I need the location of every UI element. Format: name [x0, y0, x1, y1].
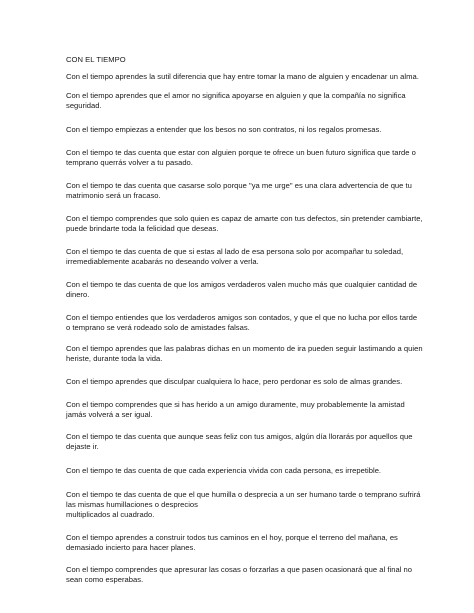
paragraph-line: Con el tiempo te das cuenta de que los amigos verdaderos valen mucho más que cualquier cantidad de	[66, 280, 418, 289]
paragraph-line: Con el tiempo entiendes que los verdaderos amigos son contados, y que el que no lucha por ellos tarde	[66, 313, 418, 322]
document-body	[66, 72, 423, 585]
paragraph-line: Con el tiempo te das cuenta que aunque seas feliz con tus amigos, algún día llorarás por aquellos que	[66, 432, 413, 441]
paragraph-line: puede brindarte toda la felicidad que deseas.	[66, 224, 219, 233]
paragraph	[66, 344, 423, 364]
paragraph-line: heriste, durante toda la vida.	[66, 354, 163, 363]
paragraph	[66, 280, 418, 300]
paragraph-line: o temprano se verá rodeado solo de amistades falsas.	[66, 323, 250, 332]
paragraph	[66, 466, 411, 476]
paragraph-line: Con el tiempo te das cuenta que estar con alguien porque te ofrece un buen futuro significa que tarde o	[66, 148, 416, 157]
paragraph-line: Con el tiempo comprendes que apresurar las cosas o forzarlas a que pasen ocasionará que al final no	[66, 565, 413, 574]
paragraph	[66, 214, 423, 234]
document-page	[66, 55, 423, 585]
paragraph-line: Con el tiempo aprendes la sutil diferencia que hay entre tomar la mano de alguien y encadenar un alma.	[66, 72, 419, 81]
paragraph-line: Con el tiempo aprendes a construir todos tus caminos en el hoy, porque el terreno del mañana, es	[66, 533, 398, 542]
paragraph	[66, 377, 411, 387]
paragraph-line: Con el tiempo comprendes que solo quien es capaz de amarte con tus defectos, sin pretender cambiarte,	[66, 214, 423, 223]
paragraph-line: matrimonio será un fracaso.	[66, 191, 161, 200]
paragraph-line: Con el tiempo te das cuenta de que si estas al lado de esa persona solo por acompañar tu soledad,	[66, 247, 404, 256]
paragraph	[66, 72, 419, 82]
paragraph	[66, 565, 411, 585]
paragraph	[66, 313, 418, 333]
paragraph-line: Con el tiempo comprendes que si has herido a un amigo duramente, muy probablemente la amistad	[66, 400, 405, 409]
paragraph-line: multiplicados al cuadrado.	[66, 510, 155, 519]
paragraph	[66, 91, 411, 111]
paragraph-line: irremediablemente acabarás no deseando volver a verla.	[66, 257, 259, 266]
document-title: CON EL TIEMPO	[66, 55, 126, 64]
paragraph	[66, 432, 411, 452]
paragraph	[66, 247, 411, 267]
paragraph	[66, 148, 416, 168]
paragraph-line: dejaste ir.	[66, 442, 99, 451]
paragraph-line: demasiado incierto para hacer planes.	[66, 543, 196, 552]
paragraph	[66, 533, 411, 553]
paragraph-line: seguridad.	[66, 101, 102, 110]
paragraph-line: las mismas humillaciones o desprecios	[66, 500, 198, 509]
paragraph-line: Con el tiempo empiezas a entender que los besos no son contratos, ni los regalos promesas.	[66, 125, 382, 134]
paragraph-line: jamás volverá a ser igual.	[66, 410, 153, 419]
paragraph	[66, 181, 411, 201]
paragraph-line: temprano querrás volver a tu pasado.	[66, 158, 193, 167]
paragraph-line: Con el tiempo te das cuenta que casarse solo porque "ya me urge" es una clara advertencia de que tu	[66, 181, 412, 190]
paragraph-line: Con el tiempo aprendes que las palabras dichas en un momento de ira pueden seguir lastimando a quien	[66, 344, 423, 353]
paragraph-line: sean como esperabas.	[66, 575, 144, 584]
paragraph-line: dinero.	[66, 290, 90, 299]
paragraph	[66, 490, 421, 520]
paragraph-line: Con el tiempo aprendes que el amor no significa apoyarse en alguien y que la compañía no significa	[66, 91, 406, 100]
paragraph	[66, 125, 411, 135]
paragraph-line: Con el tiempo aprendes que disculpar cualquiera lo hace, pero perdonar es solo de almas grandes.	[66, 377, 403, 386]
paragraph-line: Con el tiempo te das cuenta de que cada experiencia vivida con cada persona, es irrepetible.	[66, 466, 382, 475]
paragraph	[66, 400, 411, 420]
paragraph-line: Con el tiempo te das cuenta de que el que humilla o desprecia a un ser humano tarde o temprano sufrirá	[66, 490, 421, 499]
